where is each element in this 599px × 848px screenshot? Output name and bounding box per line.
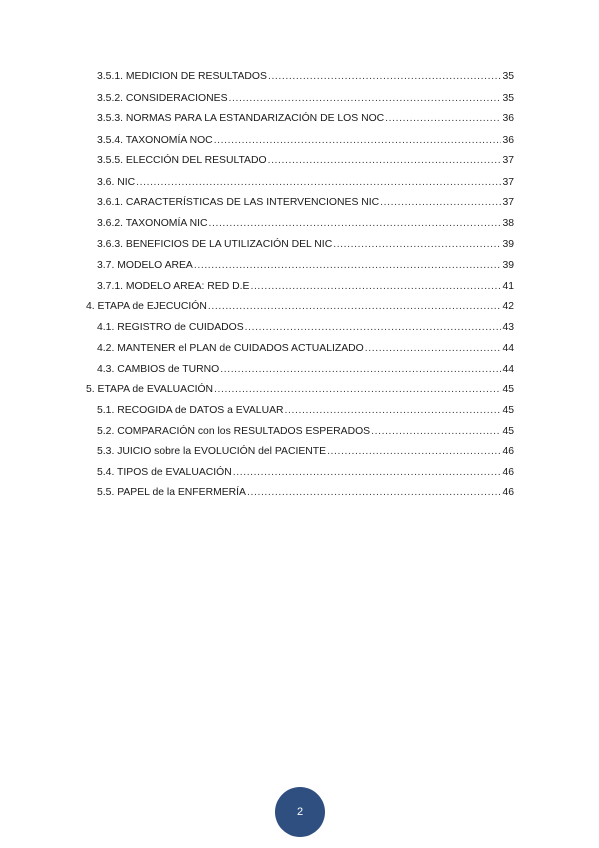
toc-entry-page: 39 [502,239,514,250]
dot-leader [194,258,502,274]
toc-entry-page: 39 [502,260,514,271]
toc-entry[interactable] [97,153,514,169]
toc-entry-page: 37 [502,177,514,188]
toc-entry-title: 4.3. CAMBIOS de TURNO [97,364,220,375]
toc-entry-page: 45 [502,405,514,416]
dot-leader [250,279,501,295]
toc-entry-page: 44 [502,364,514,375]
toc-entry-title: 3.5.2. CONSIDERACIONES [97,93,228,104]
dot-leader [371,424,501,440]
toc-entry[interactable] [97,465,514,481]
toc-entry-title: 3.7.1. MODELO AREA: RED D.E [97,281,250,292]
page-number: 2 [296,806,304,818]
toc-entry-page: 45 [502,426,514,437]
toc-entry[interactable] [97,258,514,274]
dot-leader [285,403,502,419]
dot-leader [208,216,501,232]
toc-entry[interactable] [97,320,514,336]
toc-entry[interactable] [97,195,514,211]
dot-leader [214,382,501,398]
dot-leader [136,175,501,191]
toc-entry[interactable] [97,279,514,295]
toc-entry[interactable] [97,424,514,440]
dot-leader [268,69,501,85]
dot-leader [268,153,502,169]
dot-leader [385,111,501,127]
toc-entry[interactable] [97,444,514,460]
toc-entry-title: 4.1. REGISTRO de CUIDADOS [97,322,244,333]
toc-entry-title: 5.3. JUICIO sobre la EVOLUCIÓN del PACIENTE [97,446,327,457]
page-number-badge [275,787,325,837]
toc-entry-title: 3.5.3. NORMAS PARA LA ESTANDARIZACIÓN DE LOS NOC [97,113,385,124]
toc-entry-title: 3.6. NIC [97,177,136,188]
dot-leader [214,133,502,149]
toc-entry-page: 46 [502,487,514,498]
toc-entry[interactable] [97,111,514,127]
toc-entry-title: 5. ETAPA de EVALUACIÓN [86,384,214,395]
toc-entry[interactable] [97,216,514,232]
toc-entry[interactable] [86,299,514,315]
toc-entry-title: 3.6.3. BENEFICIOS DE LA UTILIZACIÓN DEL NIC [97,239,333,250]
toc-entry-page: 37 [502,155,514,166]
toc-entry-title: 5.5. PAPEL de la ENFERMERÍA [97,487,246,498]
dot-leader [380,195,501,211]
toc-entry-title: 5.1. RECOGIDA de DATOS a EVALUAR [97,405,284,416]
toc-entry-title: 3.6.2. TAXONOMÍA NIC [97,218,208,229]
toc-entry-page: 37 [502,197,514,208]
toc-entry-page: 36 [502,113,514,124]
toc-entry-title: 4.2. MANTENER el PLAN de CUIDADOS ACTUALIZADO [97,343,364,354]
dot-leader [229,91,502,107]
toc-entry-title: 3.5.5. ELECCIÓN DEL RESULTADO [97,155,267,166]
toc-entry[interactable] [97,403,514,419]
dot-leader [220,362,501,378]
dot-leader [327,444,501,460]
toc-entry-title: 4. ETAPA de EJECUCIÓN [86,301,207,312]
toc-entry[interactable] [97,69,514,85]
toc-entry[interactable] [97,91,514,107]
toc-entry-page: 46 [502,467,514,478]
toc-entry[interactable] [97,341,514,357]
toc-entry[interactable] [97,362,514,378]
toc-entry-page: 46 [502,446,514,457]
dot-leader [245,320,502,336]
toc-entry[interactable] [97,485,514,501]
toc-entry-title: 5.4. TIPOS de EVALUACIÓN [97,467,232,478]
dot-leader [233,465,502,481]
toc-entry-page: 42 [502,301,514,312]
toc-entry-page: 36 [502,135,514,146]
dot-leader [365,341,502,357]
toc-entry-title: 3.5.1. MEDICION DE RESULTADOS [97,71,267,82]
dot-leader [333,237,501,253]
toc-entry[interactable] [86,382,514,398]
toc-entry-title: 3.6.1. CARACTERÍSTICAS DE LAS INTERVENCIONES NIC [97,197,380,208]
toc-entry-title: 3.7. MODELO AREA [97,260,193,271]
toc-entry-page: 44 [502,343,514,354]
toc-entry[interactable] [97,175,514,191]
toc-entry-page: 38 [502,218,514,229]
toc-entry-page: 35 [502,71,514,82]
toc-entry[interactable] [97,237,514,253]
toc-entry-title: 5.2. COMPARACIÓN con los RESULTADOS ESPERADOS [97,426,371,437]
toc-entry-title: 3.5.4. TAXONOMÍA NOC [97,135,213,146]
dot-leader [208,299,502,315]
toc-entry[interactable] [97,133,514,149]
dot-leader [247,485,501,501]
toc-entry-page: 45 [502,384,514,395]
toc-entry-page: 35 [502,93,514,104]
toc-entry-page: 43 [502,322,514,333]
toc-entry-page: 41 [502,281,514,292]
